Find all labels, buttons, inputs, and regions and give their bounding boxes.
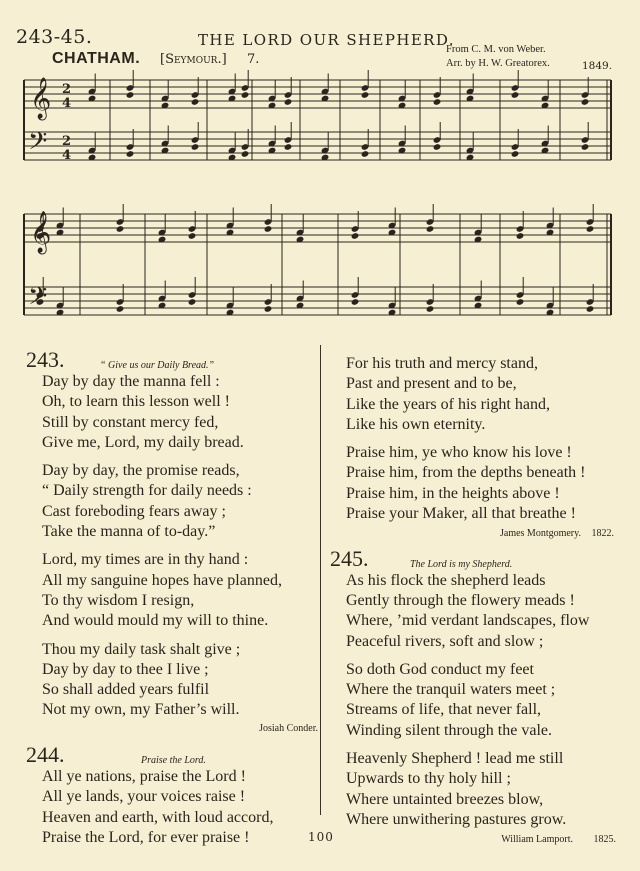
hymn-title: “ Give us our Daily Bread.”	[100, 360, 215, 371]
verse-line: Praise him, from the depths beneath !	[346, 464, 586, 482]
verse-line: Not my own, my Father’s will.	[42, 701, 240, 719]
hymn-number-range: 243-45.	[16, 26, 93, 48]
hymn-number: 245.	[330, 545, 369, 571]
verse-line: Where, ’mid verdant landscapes, flow	[346, 612, 590, 630]
left-column	[26, 347, 318, 848]
svg-text:𝄞: 𝄞	[30, 212, 52, 253]
verse-line: Like the years of his right hand,	[346, 395, 550, 413]
svg-text:4: 4	[62, 148, 72, 163]
verse-line: Where the tranquil waters meet ;	[346, 681, 556, 699]
verse-line: To thy wisdom I resign,	[42, 591, 195, 609]
verse-line: Heaven and earth, with loud accord,	[42, 808, 274, 826]
verse-line: Day by day the manna fell :	[42, 373, 220, 390]
verse-line: Gently through the flowery meads !	[346, 591, 575, 609]
svg-text:4: 4	[62, 96, 72, 111]
svg-text:2: 2	[62, 134, 72, 149]
page-number: 100	[308, 830, 334, 844]
verse-line: Praise him, in the heights above !	[346, 484, 560, 502]
hymn-243	[26, 347, 318, 739]
verse-line: Still by constant mercy fed,	[42, 413, 219, 431]
stanza	[346, 443, 620, 524]
verse-line: Praise him, ye who know his love !	[346, 444, 572, 462]
hymn-number: 243.	[26, 347, 65, 372]
verse-line: Praise the Lord, for ever praise !	[42, 828, 250, 846]
hymn-author	[330, 524, 620, 544]
author-year: 1825.	[593, 834, 616, 846]
verse-line: And would mould my will to thine.	[42, 612, 269, 630]
hymn-title: The Lord is my Shepherd.	[410, 558, 513, 570]
verse-line: As his flock the shepherd leads	[346, 571, 546, 589]
svg-text:𝄞: 𝄞	[30, 78, 52, 119]
hymn-author	[330, 830, 620, 850]
verse-line: Oh, to learn this lesson well !	[42, 393, 230, 411]
verse-line: Where unwithering pastures grow.	[346, 810, 567, 828]
music-score	[0, 0, 640, 340]
clefs	[28, 77, 71, 317]
verse-line: Peaceful rivers, soft and slow ;	[346, 632, 544, 650]
verse-line: So doth God conduct my feet	[346, 660, 534, 678]
verse-line: Streams of life, that never fall,	[346, 701, 542, 719]
verse-line: Day by day, the promise reads,	[42, 462, 240, 480]
verse-line: Lord, my times are in thy hand :	[42, 551, 249, 569]
column-divider	[320, 345, 321, 815]
verse-line: Heavenly Shepherd ! lead me still	[346, 750, 564, 768]
verse-line: Winding silent through the vale.	[346, 721, 552, 739]
meter: 7.	[247, 52, 260, 67]
verse-line: Day by day to thee I live ;	[42, 660, 209, 678]
stanza	[42, 640, 318, 721]
author-name: William Lamport.	[501, 834, 573, 846]
alternate-tune-name: [Seymour.]	[160, 52, 227, 67]
verse-line: All my sanguine hopes have planned,	[42, 571, 282, 589]
hymn-number: 244.	[26, 742, 65, 768]
svg-text:2: 2	[62, 82, 72, 97]
hymn-244	[26, 742, 318, 848]
author-name: James Montgomery.	[499, 528, 581, 540]
verse-line: All ye nations, praise the Lord !	[42, 768, 246, 786]
stanza	[346, 749, 620, 830]
stanza	[42, 767, 318, 848]
verse-line: Thou my daily task shalt give ;	[42, 640, 241, 658]
verse-line: Like his own eternity.	[346, 415, 486, 433]
arrangement-year: 1849.	[582, 60, 613, 72]
verse-line: So shall added years fulfil	[42, 681, 210, 699]
stanza	[42, 461, 318, 542]
author-year: 1822.	[591, 528, 614, 540]
right-column	[330, 354, 620, 851]
verse-line: Upwards to thy holy hill ;	[346, 770, 511, 788]
composer-credit: From C. M. von Weber.	[446, 44, 546, 55]
verse-line: Take the manna of to-day.”	[42, 523, 216, 541]
stanza	[42, 372, 318, 453]
verse-line: Where untainted breezes blow,	[346, 790, 544, 808]
svg-text:𝄢: 𝄢	[28, 127, 48, 162]
stanza	[346, 571, 620, 652]
svg-text:𝄢: 𝄢	[28, 282, 48, 317]
verse-line: Give me, Lord, my daily bread.	[42, 433, 244, 451]
stanza	[346, 354, 620, 435]
verse-line: Past and present and to be,	[346, 375, 517, 393]
verse-line: “ Daily strength for daily needs :	[42, 482, 252, 500]
hymn-245	[330, 545, 620, 851]
stanza	[346, 660, 620, 741]
stanza	[42, 550, 318, 631]
hymn-title: Praise the Lord.	[141, 755, 206, 767]
notes	[36, 70, 595, 316]
verse-line: Cast foreboding fears away ;	[42, 502, 226, 520]
verse-line: For his truth and mercy stand,	[346, 355, 538, 372]
arranger-credit: Arr. by H. W. Greatorex.	[446, 58, 550, 69]
verse-line: Praise your Maker, all that breathe !	[346, 505, 576, 523]
hymn-author: Josiah Conder.	[259, 722, 318, 734]
page-title: THE LORD OUR SHEPHERD.	[198, 31, 455, 49]
verse-line: All ye lands, your voices raise !	[42, 788, 246, 806]
tune-name: CHATHAM.	[52, 50, 141, 67]
